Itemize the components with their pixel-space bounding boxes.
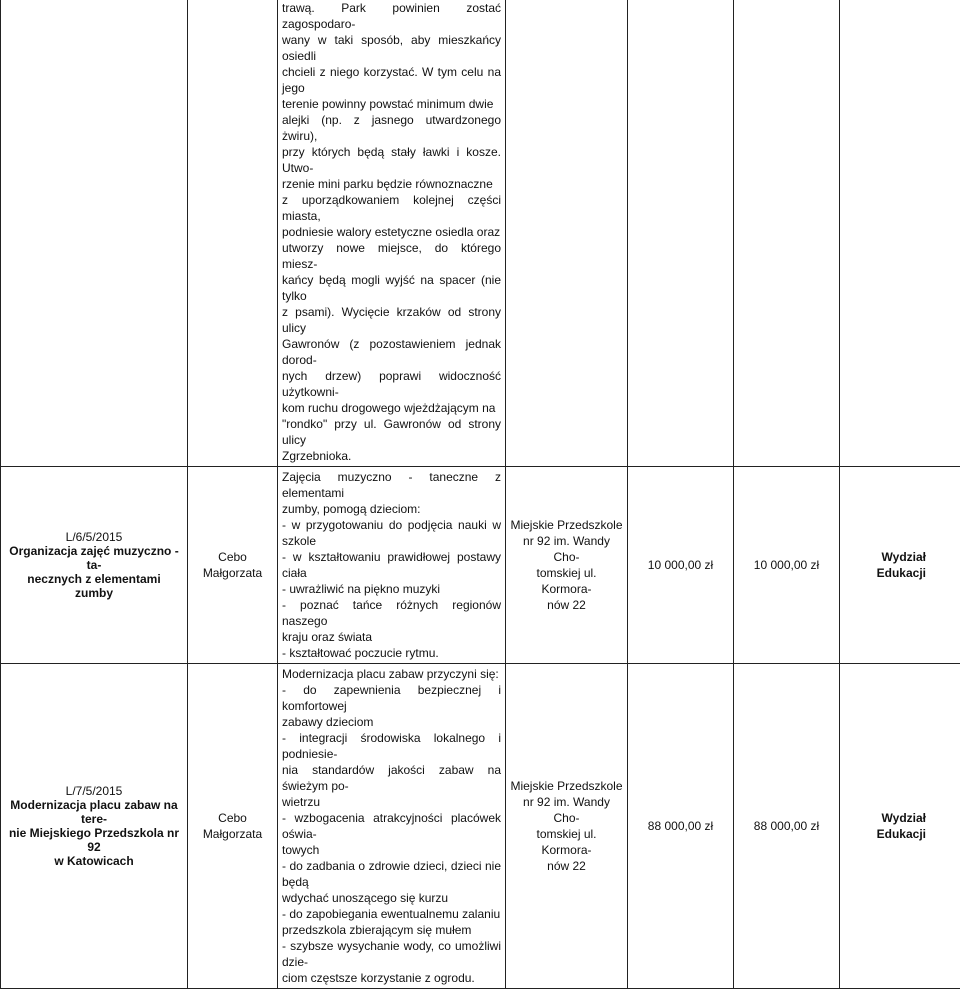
description-line: Zajęcia muzyczno - taneczne z elementami bbox=[282, 469, 501, 501]
description-line: - uwrażliwić na piękno muzyki bbox=[282, 581, 501, 597]
text-line: Modernizacja placu zabaw na tere- bbox=[7, 798, 181, 826]
table-row bbox=[1, 0, 960, 467]
description-line: kańcy będą mogli wyjść na spacer (nie tylko bbox=[282, 272, 501, 304]
amount-cell bbox=[734, 664, 840, 989]
description-line: z psami). Wycięcie krzaków od strony ulicy bbox=[282, 304, 501, 336]
amount-value: 88 000,00 zł bbox=[754, 819, 819, 833]
description-text bbox=[282, 666, 501, 986]
description-line: - w przygotowaniu do podjęcia nauki w szkole bbox=[282, 517, 501, 549]
amount-cell bbox=[734, 0, 840, 467]
text-line: nr 92 im. Wandy Cho- bbox=[510, 794, 623, 826]
location-cell bbox=[506, 467, 628, 664]
coordinator-cell bbox=[188, 467, 278, 664]
description-cell bbox=[278, 0, 506, 467]
description-line: alejki (np. z jasnego utwardzonego żwiru), bbox=[282, 112, 501, 144]
description-line: przedszkola zbierającym się mułem bbox=[282, 922, 501, 938]
description-line: zabawy dzieciom bbox=[282, 714, 501, 730]
department-name: Wydział Edukacji bbox=[877, 811, 926, 841]
project-code-cell bbox=[1, 664, 188, 989]
description-line: nych drzew) poprawi widoczność użytkowni- bbox=[282, 368, 501, 400]
description-line: chcieli z niego korzystać. W tym celu na jego bbox=[282, 64, 501, 96]
description-line: terenie powinny powstać minimum dwie bbox=[282, 96, 501, 112]
coordinator-cell bbox=[188, 664, 278, 989]
amount-value: 10 000,00 zł bbox=[648, 558, 713, 572]
description-line: - do zapewnienia bezpiecznej i komfortowej bbox=[282, 682, 501, 714]
description-cell bbox=[278, 664, 506, 989]
text-line: nie Miejskiego Przedszkola nr 92 bbox=[7, 826, 181, 854]
description-line: kom ruchu drogowego wjeżdżającym na bbox=[282, 400, 501, 416]
description-text bbox=[282, 469, 501, 661]
text-line: tomskiej ul. Kormora- bbox=[510, 826, 623, 858]
description-line: - poznać tańce różnych regionów naszego bbox=[282, 597, 501, 629]
location-cell bbox=[506, 0, 628, 467]
description-line: wdychać unoszącego się kurzu bbox=[282, 890, 501, 906]
description-line: "rondko" przy ul. Gawronów od strony ulicy bbox=[282, 416, 501, 448]
department-name: Wydział Edukacji bbox=[877, 550, 926, 580]
table-row bbox=[1, 664, 960, 989]
description-line: - do zapobiegania ewentualnemu zalaniu bbox=[282, 906, 501, 922]
description-line: - do zadbania o zdrowie dzieci, dzieci nie będą bbox=[282, 858, 501, 890]
description-line: wietrzu bbox=[282, 794, 501, 810]
text-line: nr 92 im. Wandy Cho- bbox=[510, 533, 623, 565]
description-line: Modernizacja placu zabaw przyczyni się: bbox=[282, 666, 501, 682]
coordinator-name: Cebo Małgorzata bbox=[203, 550, 262, 580]
location-text bbox=[510, 517, 623, 613]
department-cell bbox=[840, 467, 960, 664]
description-text bbox=[282, 0, 501, 464]
amount-cell bbox=[628, 664, 734, 989]
description-line: rzenie mini parku będzie równoznaczne bbox=[282, 176, 501, 192]
text-line: w Katowicach bbox=[7, 854, 181, 868]
text-line: Organizacja zajęć muzyczno - ta- bbox=[7, 544, 181, 572]
amount-cell bbox=[628, 0, 734, 467]
description-line: - kształtować poczucie rytmu. bbox=[282, 645, 501, 661]
description-line: ciom częstsze korzystanie z ogrodu. bbox=[282, 970, 501, 986]
description-line: nia standardów jakości zabaw na świeżym po- bbox=[282, 762, 501, 794]
project-code-cell bbox=[1, 467, 188, 664]
description-line: kraju oraz świata bbox=[282, 629, 501, 645]
location-cell bbox=[506, 664, 628, 989]
text-line: tomskiej ul. Kormora- bbox=[510, 565, 623, 597]
description-line: podniesie walory estetyczne osiedla oraz bbox=[282, 224, 501, 240]
coordinator-name: Cebo Małgorzata bbox=[203, 811, 262, 841]
description-line: z uporządkowaniem kolejnej części miasta, bbox=[282, 192, 501, 224]
description-line: Gawronów (z pozostawieniem jednak dorod- bbox=[282, 336, 501, 368]
description-line: towych bbox=[282, 842, 501, 858]
description-line: - wzbogacenia atrakcyjności placówek oświa- bbox=[282, 810, 501, 842]
description-line: przy których będą stały ławki i kosze. Utwo- bbox=[282, 144, 501, 176]
project-title bbox=[7, 798, 181, 868]
description-cell bbox=[278, 467, 506, 664]
description-line: - integracji środowiska lokalnego i podniesie- bbox=[282, 730, 501, 762]
amount-value: 10 000,00 zł bbox=[754, 558, 819, 572]
project-code-cell bbox=[1, 0, 188, 467]
department-cell bbox=[840, 0, 960, 467]
project-title bbox=[7, 544, 181, 600]
amount-cell bbox=[628, 467, 734, 664]
description-line: trawą. Park powinien zostać zagospodaro- bbox=[282, 0, 501, 32]
description-line: utworzy nowe miejsce, do którego miesz- bbox=[282, 240, 501, 272]
project-code: L/6/5/2015 bbox=[7, 530, 181, 544]
table-row bbox=[1, 467, 960, 664]
text-line: Miejskie Przedszkole bbox=[510, 778, 623, 794]
amount-value: 88 000,00 zł bbox=[648, 819, 713, 833]
location-text bbox=[510, 778, 623, 874]
description-line: - szybsze wysychanie wody, co umożliwi dzie- bbox=[282, 938, 501, 970]
description-line: wany w taki sposób, aby mieszkańcy osiedli bbox=[282, 32, 501, 64]
description-line: zumby, pomogą dzieciom: bbox=[282, 501, 501, 517]
amount-cell bbox=[734, 467, 840, 664]
project-code: L/7/5/2015 bbox=[7, 784, 181, 798]
description-line: - w kształtowaniu prawidłowej postawy ciała bbox=[282, 549, 501, 581]
coordinator-cell bbox=[188, 0, 278, 467]
text-line: Miejskie Przedszkole bbox=[510, 517, 623, 533]
description-line: Zgrzebnioka. bbox=[282, 448, 501, 464]
department-cell bbox=[840, 664, 960, 989]
text-line: nów 22 bbox=[510, 597, 623, 613]
text-line: nów 22 bbox=[510, 858, 623, 874]
text-line: necznych z elementami zumby bbox=[7, 572, 181, 600]
